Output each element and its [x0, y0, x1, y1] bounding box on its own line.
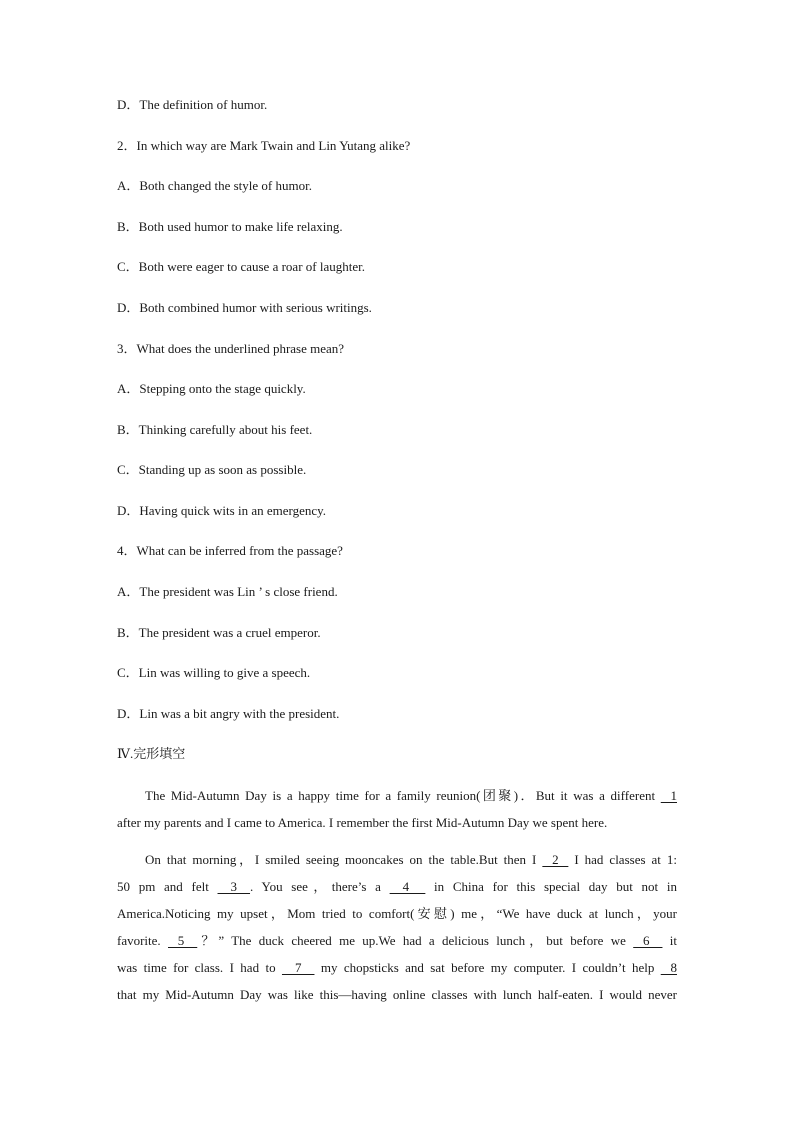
question-option-4a: A．The president was Lin ’ s close friend. — [117, 584, 338, 599]
passage-line: after my parents and I came to America. I remember the first Mid-Autumn Day we spent here. — [117, 815, 608, 830]
question-option-4b: B．The president was a cruel emperor. — [117, 625, 321, 640]
blank-7: 7 — [281, 960, 315, 975]
question-option-2d: D．Both combined humor with serious writings. — [117, 300, 372, 315]
question-option-3a: A．Stepping onto the stage quickly. — [117, 381, 306, 396]
question-option-1d: D．The definition of humor. — [117, 97, 268, 112]
blank-1: 1 — [660, 788, 677, 803]
question-option-3d: D．Having quick wits in an emergency. — [117, 503, 327, 518]
passage-paragraph-1 — [117, 782, 677, 836]
question-option-3b: B．Thinking carefully about his feet. — [117, 422, 313, 437]
question-option-2c: C．Both were eager to cause a roar of laughter. — [117, 259, 365, 274]
passage-line: favorite. 5 ？” The duck cheered me up.We had a delicious lunch，but before we 6 it — [117, 927, 677, 954]
blank-2: 2 — [542, 852, 569, 867]
question-2: 2．In which way are Mark Twain and Lin Yutang alike? — [117, 138, 411, 153]
passage-line: that my Mid-Autumn Day was like this—having online classes with lunch half-eaten. I would never — [117, 987, 677, 1002]
passage-line: 50 pm and felt 3 . You see，there’s a 4 in China for this special day but not in — [117, 873, 677, 900]
blank-6: 6 — [633, 933, 663, 948]
question-option-3c: C．Standing up as soon as possible. — [117, 462, 307, 477]
question-option-4d: D．Lin was a bit angry with the president. — [117, 706, 340, 721]
blank-3: 3 — [217, 879, 251, 894]
question-4: 4．What can be inferred from the passage? — [117, 543, 343, 558]
question-option-4c: C．Lin was willing to give a speech. — [117, 665, 311, 680]
passage-line: was time for class. I had to 7 my chopsticks and sat before my computer. I couldn’t help 8 — [117, 954, 677, 981]
section-title: Ⅳ.完形填空 — [117, 746, 186, 761]
question-option-2b: B．Both used humor to make life relaxing. — [117, 219, 343, 234]
passage-line: On that morning，I smiled seeing mooncakes on the table.But then I 2 I had classes at 1: — [117, 846, 677, 873]
passage-line: America.Noticing my upset，Mom tried to comfort(安慰) me，“We have duck at lunch，your — [117, 906, 677, 921]
question-option-2a: A．Both changed the style of humor. — [117, 178, 312, 193]
passage-paragraph-2 — [117, 846, 677, 1008]
question-3: 3．What does the underlined phrase mean? — [117, 341, 345, 356]
blank-4: 4 — [389, 879, 426, 894]
passage-line: The Mid-Autumn Day is a happy time for a family reunion(团聚)．But it was a different 1 — [117, 782, 677, 809]
blank-8: 8 — [660, 960, 677, 975]
blank-5: 5 — [168, 933, 198, 948]
